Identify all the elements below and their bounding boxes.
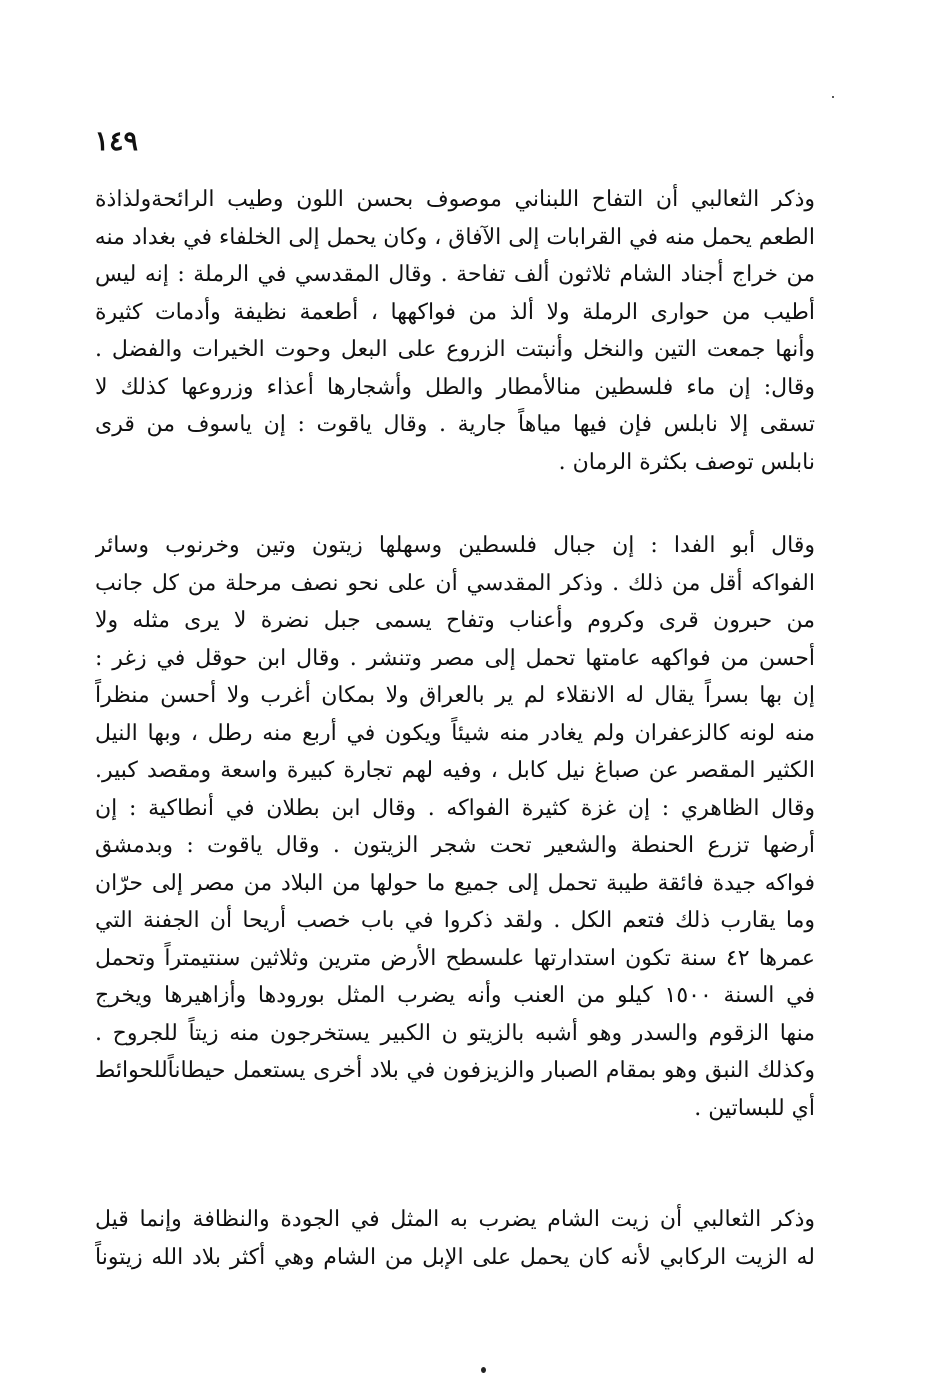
text-line: أي للبساتين . [694,1095,815,1121]
text-line: وقال: إن ماء فلسطين منالأمطار والطل وأشجارها أعذاء وزروعها كذلك لا [95,374,815,400]
page-number: ١٤٩ [94,126,138,157]
text-line: الطعم يحمل منه في القرابات إلى الآفاق ، وكان يحمل إلى الخلفاء في بغداد منه [95,224,815,250]
scan-speck [832,96,834,98]
scan-speck [481,1367,486,1373]
paragraph-1 [95,181,815,481]
text-line: عمرها ٤٢ سنة تكون استدارتها علىسطح الأرض مترين وثلاثين سنتيمتراً وتحمل [95,945,815,971]
text-line: وكذلك النبق وهو بمقام الصبار والزيزفون في بلاد أخرى يستعمل حيطاناًللحوائط [95,1058,815,1083]
text-line: أرضها تزرع الحنطة والشعير تحت شجر الزيتون . وقال ياقوت : وبدمشق [95,833,815,858]
text-line: وقال أبو الفدا : إن جبال فلسطين وسهلها زيتون وتين وخرنوب وسائر [95,533,815,558]
text-line: منه لونه كالزعفران ولم يغادر منه شيئاً ويكون في أربع منه رطل ، وبها النيل [95,720,815,746]
text-line: نابلس توصف بكثرة الرمان . [558,449,815,475]
text-line: وذكر الثعالبي أن زيت الشام يضرب به المثل في الجودة والنظافة وإنما قيل [95,1207,815,1232]
text-line: فواكه جيدة فائقة طيبة تحمل إلى جميع ما حولها من البلاد من مصر إلى حرّان [95,870,815,896]
paragraph-3 [95,1201,815,1276]
text-line: وما يقارب ذلك فتعم الكل . ولقد ذكروا في باب خصب أريحا أن الجفنة التي [95,908,815,933]
text-line: تسقى إلا نابلس فإن فيها مياهاً جارية . وقال ياقوت : إن ياسوف من قرى [95,412,815,437]
text-line: من حبرون قرى وكروم وأعناب وتفاح يسمى جبل نضرة لا يرى مثله ولا [95,608,815,633]
text-line: وقال الظاهري : إن غزة كثيرة الفواكه . وقال ابن بطلان في أنطاكية : إن [95,795,815,821]
text-line: إن بها بسراً يقال له الانقلاء لم ير بالعراق ولا بمكان أغرب ولا أحسن منظراً [95,683,815,708]
text-line: وأنها جمعت التين والنخل وأنبتت الزروع على البعل وحوت الخيرات والفضل . [95,337,815,362]
text-line: له الزيت الركابي لأنه كان يحمل على الإبل من الشام وهي أكثر بلاد الله زيتوناً [95,1244,815,1270]
text-line: الفواكه أقل من ذلك . وذكر المقدسي أن على نحو نصف مرحلة من كل جانب [95,570,815,596]
text-line: أطيب من حوارى الرملة ولا ألذ من فواكهها ، أطعمة نظيفة وأدمات كثيرة [95,299,815,325]
text-line: الكثير المقصر عن صباغ نيل كابل ، وفيه لهم تجارة كبيرة واسعة ومقصد كبير. [95,758,815,783]
paragraph-2 [95,527,815,1127]
text-line: من خراج أجناد الشام ثلاثون ألف تفاحة . وقال المقدسي في الرملة : إنه ليس [95,262,815,287]
text-line: وذكر الثعالبي أن التفاح اللبناني موصوف بحسن اللون وطيب الرائحةولذاذة [95,187,815,212]
text-line: أحسن من فواكهه عامتها تحمل إلى مصر وتنشر . وقال ابن حوقل في زغر : [95,645,815,671]
text-line: منها الزقوم والسدر وهو أشبه بالزيتو ن الكبير يستخرجون منه زيتاً للجروح . [95,1020,815,1046]
text-line: في السنة ١٥٠٠ كيلو من العنب وأنه يضرب المثل بورودها وأزاهيرها ويخرج [95,983,815,1008]
